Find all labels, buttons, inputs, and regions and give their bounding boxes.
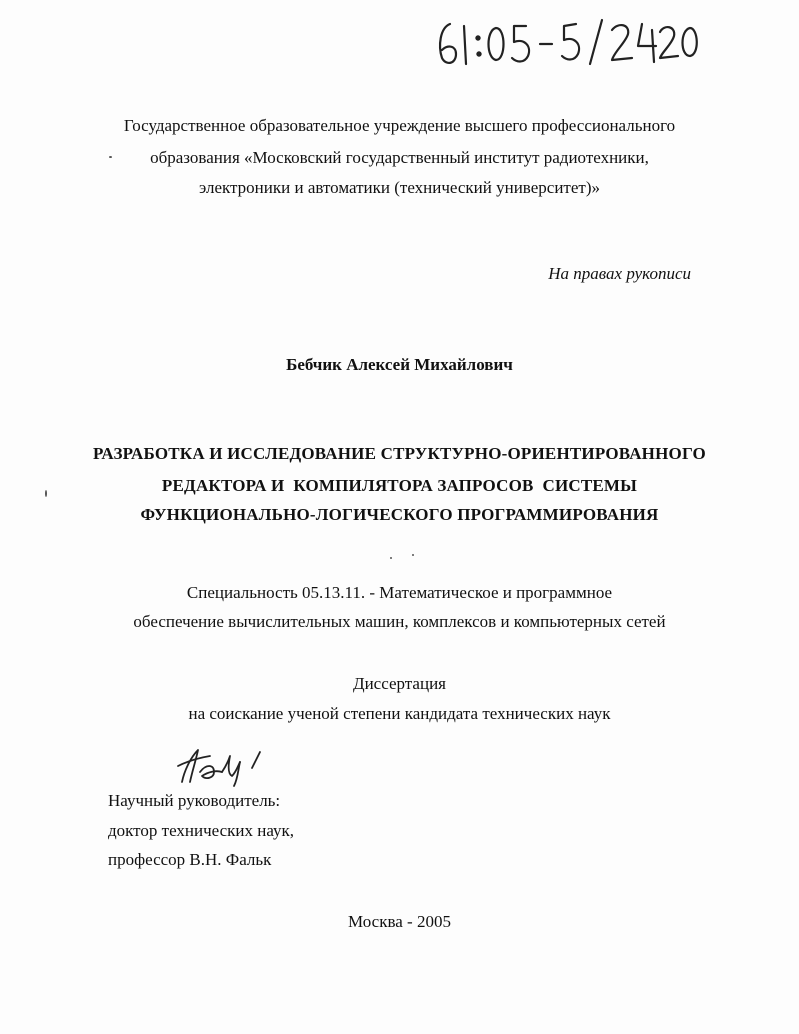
supervisor-degree: доктор технических наук, <box>108 821 295 840</box>
thesis-title-line-2: РЕДАКТОРА И КОМПИЛЯТОРА ЗАПРОСОВ СИСТЕМЫ <box>161 476 638 495</box>
place-year: Москва - 2005 <box>348 912 451 931</box>
signature <box>176 742 272 788</box>
thesis-title-line-1: РАЗРАБОТКА И ИССЛЕДОВАНИЕ СТРУКТУРНО-ОРИЕНТИРОВАННОГО <box>93 444 706 463</box>
handwritten-archive-code <box>428 6 698 76</box>
supervisor-label: Научный руководитель: <box>108 791 281 810</box>
rights-note: На правах рукописи <box>548 264 691 283</box>
scan-speck <box>412 554 414 556</box>
specialty-line-1: Специальность 05.13.11. - Математическое и программное <box>186 583 613 602</box>
institution-line-1: Государственное образовательное учреждение высшего профессионального <box>123 116 676 135</box>
specialty-line-2: обеспечение вычислительных машин, комплексов и компьютерных сетей <box>133 612 666 631</box>
institution-line-2: образования «Московский государственный институт радиотехники, <box>150 148 649 167</box>
scan-speck <box>390 557 392 559</box>
author-name: Бебчик Алексей Михайлович <box>286 355 513 374</box>
degree-line-2: на соискание ученой степени кандидата технических наук <box>188 704 611 723</box>
thesis-title-line-3: ФУНКЦИОНАЛЬНО-ЛОГИЧЕСКОГО ПРОГРАММИРОВАНИЯ <box>140 505 659 524</box>
degree-line-1: Диссертация <box>352 674 446 693</box>
supervisor-name: профессор В.Н. Фальк <box>108 850 272 869</box>
institution-line-3: электроники и автоматики (технический университет)» <box>198 178 600 197</box>
